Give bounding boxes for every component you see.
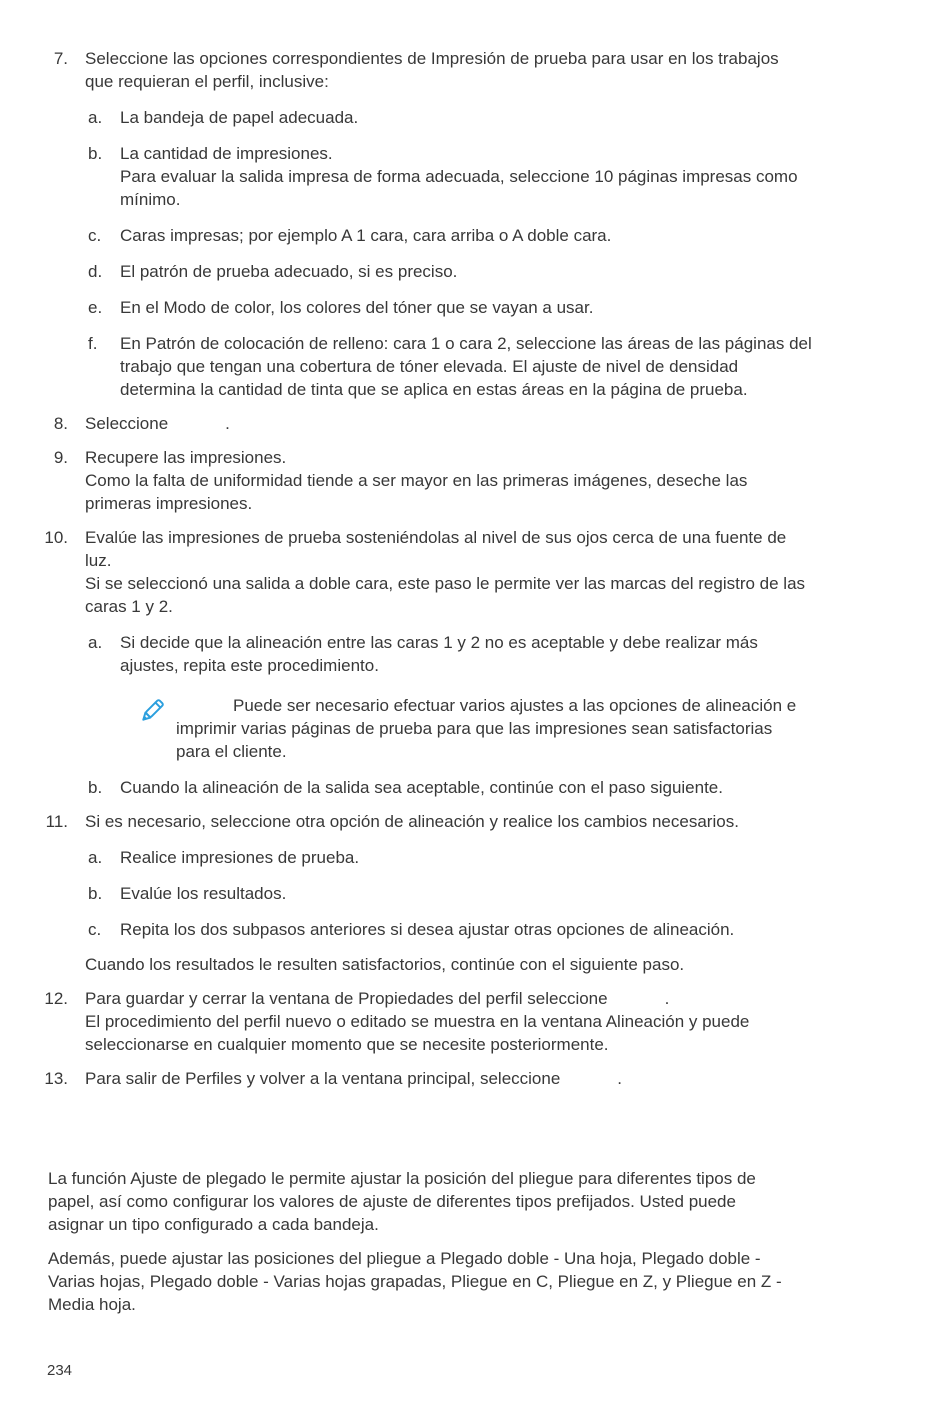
- sub-step-text: [106, 332, 812, 401]
- sub-step-item: [0, 776, 950, 799]
- paragraph: [48, 1167, 906, 1236]
- text-line: Evalúe los resultados.: [120, 884, 287, 903]
- text-line: Repita los dos subpasos anteriores si desea ajustar otras opciones de alineación.: [120, 920, 735, 939]
- text-line: La función Ajuste de plegado le permite ajustar la posición del pliegue para diferentes tipos de: [48, 1169, 756, 1188]
- sub-step-letter: a.: [88, 108, 103, 127]
- text-line: [85, 412, 230, 435]
- sub-step-item: [0, 918, 950, 941]
- sub-step-text: [106, 776, 723, 799]
- note-text: [167, 694, 796, 763]
- sub-step-text: [106, 142, 798, 211]
- step-item: [0, 446, 950, 515]
- text-line: determina la cantidad de tinta que se aplica en estas áreas en la página de prueba.: [120, 380, 748, 399]
- step-text: [68, 526, 805, 618]
- text-line: Varias hojas, Plegado doble - Varias hojas grapadas, Pliegue en C, Pliegue en Z, y Pliegue en Z -: [48, 1272, 782, 1291]
- sub-step-text: [106, 631, 758, 677]
- sub-step-text: [106, 106, 358, 129]
- text-line: papel, así como configurar los valores de ajuste de diferentes tipos prefijados. Usted puede: [48, 1192, 736, 1211]
- step-number: 8.: [53, 414, 68, 433]
- page-number: 234: [47, 1362, 73, 1379]
- text-line: [85, 987, 749, 1010]
- text-line: Evalúe las impresiones de prueba sosteniéndolas al nivel de sus ojos cerca de una fuente de: [85, 528, 787, 547]
- sub-step-item: [0, 106, 950, 129]
- step-item: [0, 412, 950, 435]
- sub-step-item: [0, 846, 950, 869]
- hidden-label-gap: [168, 428, 225, 429]
- text-line: seleccionarse en cualquier momento que se necesite posteriormente.: [85, 1035, 609, 1054]
- step-text: [68, 47, 779, 93]
- text-line: Además, puede ajustar las posiciones del pliegue a Plegado doble - Una hoja, Plegado doble -: [48, 1249, 761, 1268]
- text-segment: Para salir de Perfiles y volver a la ventana principal, seleccione: [85, 1069, 561, 1088]
- text-line: Si se seleccionó una salida a doble cara, este paso le permite ver las marcas del registro de las: [85, 574, 806, 593]
- text-segment: .: [225, 414, 230, 433]
- text-segment: Para guardar y cerrar la ventana de Propiedades del perfil seleccione: [85, 989, 608, 1008]
- text-line: Si es necesario, seleccione otra opción de alineación y realice los cambios necesarios.: [85, 812, 739, 831]
- text-line: que requieran el perfil, inclusive:: [85, 72, 329, 91]
- text-line: Como la falta de uniformidad tiende a ser mayor en las primeras imágenes, deseche las: [85, 471, 748, 490]
- sub-step-item: [0, 882, 950, 905]
- text-line: Realice impresiones de prueba.: [120, 848, 360, 867]
- sub-step-letter: e.: [88, 298, 103, 317]
- note-pencil-icon: [137, 694, 167, 763]
- step-text: [68, 987, 749, 1056]
- sub-step-letter: b.: [88, 884, 103, 903]
- step-number: 11.: [45, 812, 68, 831]
- sub-step-text: [106, 846, 359, 869]
- text-line: Para evaluar la salida impresa de forma adecuada, seleccione 10 páginas impresas como: [120, 167, 798, 186]
- text-line: Cuando los resultados le resulten satisfactorios, continúe con el siguiente paso.: [85, 955, 685, 974]
- text-line: El patrón de prueba adecuado, si es preciso.: [120, 262, 458, 281]
- text-line: Cuando la alineación de la salida sea aceptable, continúe con el paso siguiente.: [120, 778, 723, 797]
- text-line: [176, 694, 796, 717]
- sub-step-text: [106, 260, 457, 283]
- text-line: Caras impresas; por ejemplo A 1 cara, cara arriba o A doble cara.: [120, 226, 612, 245]
- hidden-label-gap: [560, 1083, 617, 1084]
- sub-step-item: [0, 332, 950, 401]
- sub-step-letter: a.: [88, 848, 103, 867]
- step-text: [68, 446, 747, 515]
- step-number: 9.: [53, 448, 68, 467]
- sub-step-item: [0, 260, 950, 283]
- sub-step-letter: b.: [88, 144, 103, 163]
- text-line: En el Modo de color, los colores del tóner que se vayan a usar.: [120, 298, 594, 317]
- step-text: [68, 1067, 622, 1090]
- sub-step-item: [0, 631, 950, 677]
- text-line: primeras impresiones.: [85, 494, 253, 513]
- step-item: [0, 526, 950, 618]
- sub-step-letter: d.: [88, 262, 103, 281]
- hidden-label-gap: [176, 710, 233, 711]
- sub-step-letter: f.: [88, 334, 98, 353]
- text-segment: Puede ser necesario efectuar varios ajustes a las opciones de alineación e: [233, 696, 797, 715]
- sub-step-letter: b.: [88, 778, 103, 797]
- sub-step-text: [106, 918, 734, 941]
- sub-step-text: [106, 882, 286, 905]
- text-segment: Seleccione: [85, 414, 169, 433]
- text-line: trabajo que tengan una cobertura de tóner elevada. El ajuste de nivel de densidad: [120, 357, 739, 376]
- step-item: [0, 810, 950, 833]
- text-line: para el cliente.: [176, 742, 287, 761]
- paragraph: [48, 1247, 906, 1316]
- paragraph: [85, 953, 900, 976]
- text-segment: .: [664, 989, 670, 1008]
- step-number: 7.: [53, 49, 68, 68]
- step-text: [68, 810, 739, 833]
- text-line: caras 1 y 2.: [85, 597, 173, 616]
- sub-step-item: [0, 142, 950, 211]
- note: [0, 694, 950, 763]
- step-item: [0, 47, 950, 93]
- text-line: mínimo.: [120, 190, 181, 209]
- text-line: Seleccione las opciones correspondientes de Impresión de prueba para usar en los trabajos: [85, 49, 779, 68]
- sub-step-text: [106, 296, 593, 319]
- sub-step-item: [0, 296, 950, 319]
- step-item: [0, 1067, 950, 1090]
- text-line: Si decide que la alineación entre las caras 1 y 2 no es aceptable y debe realizar más: [120, 633, 758, 652]
- text-line: Recupere las impresiones.: [85, 448, 287, 467]
- text-line: La cantidad de impresiones.: [120, 144, 333, 163]
- step-item: [0, 987, 950, 1056]
- text-line: En Patrón de colocación de relleno: cara 1 o cara 2, seleccione las áreas de las páginas del: [120, 334, 812, 353]
- text-line: La bandeja de papel adecuada.: [120, 108, 359, 127]
- step-number: 13.: [44, 1069, 68, 1088]
- hidden-label-gap: [608, 1003, 665, 1004]
- sub-step-letter: c.: [88, 226, 102, 245]
- sub-step-letter: c.: [88, 920, 102, 939]
- sub-step-letter: a.: [88, 633, 103, 652]
- sub-step-text: [106, 224, 611, 247]
- text-line: asignar un tipo configurado a cada bandeja.: [48, 1215, 379, 1234]
- step-number: 10.: [44, 528, 68, 547]
- text-line: Media hoja.: [48, 1295, 136, 1314]
- text-line: El procedimiento del perfil nuevo o editado se muestra en la ventana Alineación y puede: [85, 1012, 750, 1031]
- sub-step-item: [0, 224, 950, 247]
- text-line: [85, 1067, 622, 1090]
- text-line: ajustes, repita este procedimiento.: [120, 656, 379, 675]
- text-line: luz.: [85, 551, 112, 570]
- text-line: imprimir varias páginas de prueba para que las impresiones sean satisfactorias: [176, 719, 773, 738]
- step-number: 12.: [44, 989, 68, 1008]
- step-text: [68, 412, 230, 435]
- text-segment: .: [617, 1069, 623, 1088]
